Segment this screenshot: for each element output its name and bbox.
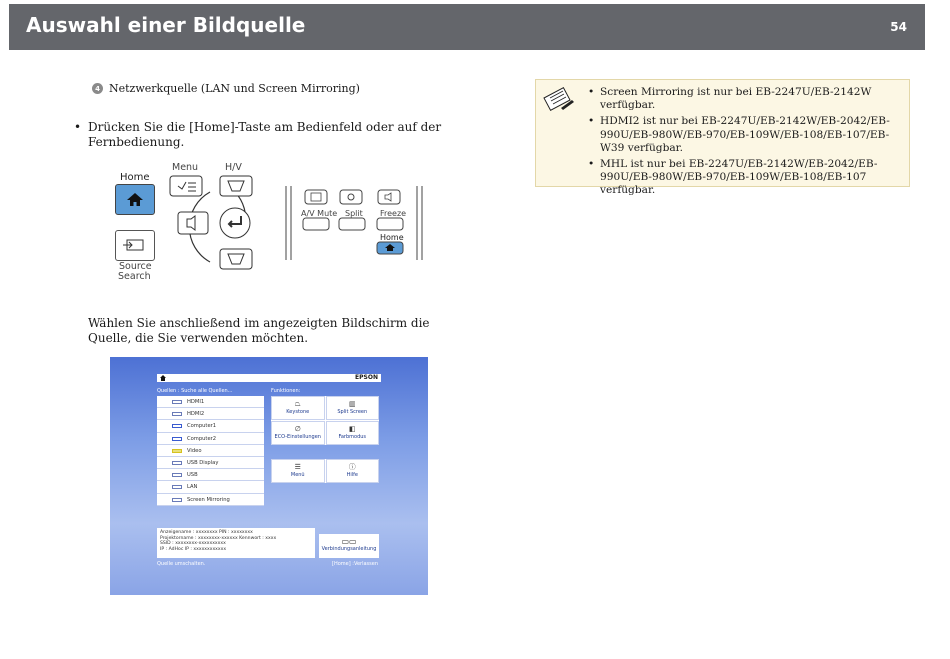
info-line: Anzeigename : xxxxxxxx PIN : xxxxxxxx [160, 530, 253, 535]
note-item: • HDMI2 ist nur bei EB-2247U/EB-2142W/EB-2042/EB-990U/EB-980W/EB-970/EB-109W/EB-108/EB-107/EB-W39 verfügbar. [588, 115, 903, 155]
step-text: Netzwerkquelle (LAN und Screen Mirroring) [109, 82, 360, 95]
split-label: Split [345, 209, 363, 218]
leaf-icon: ∅ [294, 425, 301, 433]
connection-guide-button[interactable]: ▭▭ Verbindungsanleitung [319, 534, 379, 558]
source-list [157, 396, 264, 506]
functions-heading: Funktionen: [271, 388, 301, 394]
search-label: Search [118, 271, 151, 282]
color-mode-icon: ◧ [348, 425, 356, 433]
page-number: 54 [890, 20, 907, 34]
home-button [115, 184, 155, 215]
source-item[interactable]: USB Display [157, 457, 264, 469]
page-header [9, 4, 925, 50]
source-item[interactable]: HDMI1 [157, 396, 264, 408]
remote-control [283, 184, 425, 262]
menu-icon: ☰ [294, 463, 301, 471]
source-item[interactable]: Computer1 [157, 420, 264, 432]
source-label: Source [119, 261, 152, 272]
home-screen-illustration [110, 357, 428, 595]
brand-label: EPSON [355, 374, 378, 381]
function-grid-2 [271, 459, 379, 483]
source-item[interactable]: Screen Mirroring [157, 494, 264, 506]
function-grid [271, 396, 379, 445]
function-split-screen[interactable]: ▥ Split Screen [326, 396, 380, 420]
info-line: SSID : xxxxxxxx-xxxxxxxxxx [160, 541, 226, 547]
home-icon [116, 185, 154, 214]
freeze-label: Freeze [380, 209, 407, 218]
source-item[interactable]: Video [157, 445, 264, 457]
note-box [535, 79, 910, 197]
source-item[interactable]: USB [157, 469, 264, 481]
note-item: • Screen Mirroring ist nur bei EB-2247U/EB-2142W verfügbar. [588, 86, 903, 112]
av-mute-label: A/V Mute [301, 209, 338, 218]
direction-pad [165, 172, 260, 272]
footer-left: Quelle umschalten. [157, 561, 206, 567]
step-number: 4 [92, 83, 103, 94]
info-line: IP : AdHoc IP : xxxxxxxxxxxx [160, 546, 227, 552]
instruction-bullet: • Drücken Sie die [Home]-Taste am Bedienfeld oder auf der Fernbedienung. [88, 120, 448, 150]
source-item[interactable]: HDMI2 [157, 408, 264, 420]
instruction-2: Wählen Sie anschließend im angezeigten Bildschirm die Quelle, die Sie verwenden möchten. [88, 316, 430, 345]
hv-label: H/V [225, 162, 242, 173]
network-info [157, 528, 315, 558]
help-icon: ⓘ [348, 463, 356, 471]
note-list [588, 86, 903, 201]
note-icon [543, 86, 575, 116]
step-line [92, 82, 360, 95]
function-menu[interactable]: ☰ Menü [271, 459, 325, 483]
remote-home-label: Home [380, 233, 404, 242]
home-icon [160, 375, 166, 381]
note-item: • MHL ist nur bei EB-2247U/EB-2142W/EB-2042/EB-990U/EB-980W/EB-970/EB-109W/EB-108/EB-107 verfügbar. [588, 158, 903, 198]
function-eco[interactable]: ∅ ECO-Einstellungen [271, 421, 325, 445]
source-item[interactable]: Computer2 [157, 433, 264, 445]
function-color-mode[interactable]: ◧ Farbmodus [326, 421, 380, 445]
device-icon: ▭▭ [341, 537, 357, 546]
home-label: Home [120, 172, 150, 183]
function-help[interactable]: ⓘ Hilfe [326, 459, 380, 483]
screen-top-bar [157, 374, 381, 382]
source-search-button [115, 230, 155, 261]
page-title: Auswahl einer Bildquelle [26, 13, 306, 37]
keystone-icon: ⏢ [294, 400, 301, 408]
sources-heading: Quellen : Suche alle Quellen... [157, 388, 233, 394]
function-keystone[interactable]: ⏢ Keystone [271, 396, 325, 420]
split-icon: ▥ [348, 400, 356, 408]
footer-right: [Home] :Verlassen [332, 561, 379, 567]
menu-label: Menu [172, 162, 199, 173]
source-icon [116, 231, 154, 260]
info-line: Projektorname : xxxxxxxx-xxxxxx Kennwort : xxxx [160, 535, 277, 541]
source-item[interactable]: LAN [157, 481, 264, 493]
